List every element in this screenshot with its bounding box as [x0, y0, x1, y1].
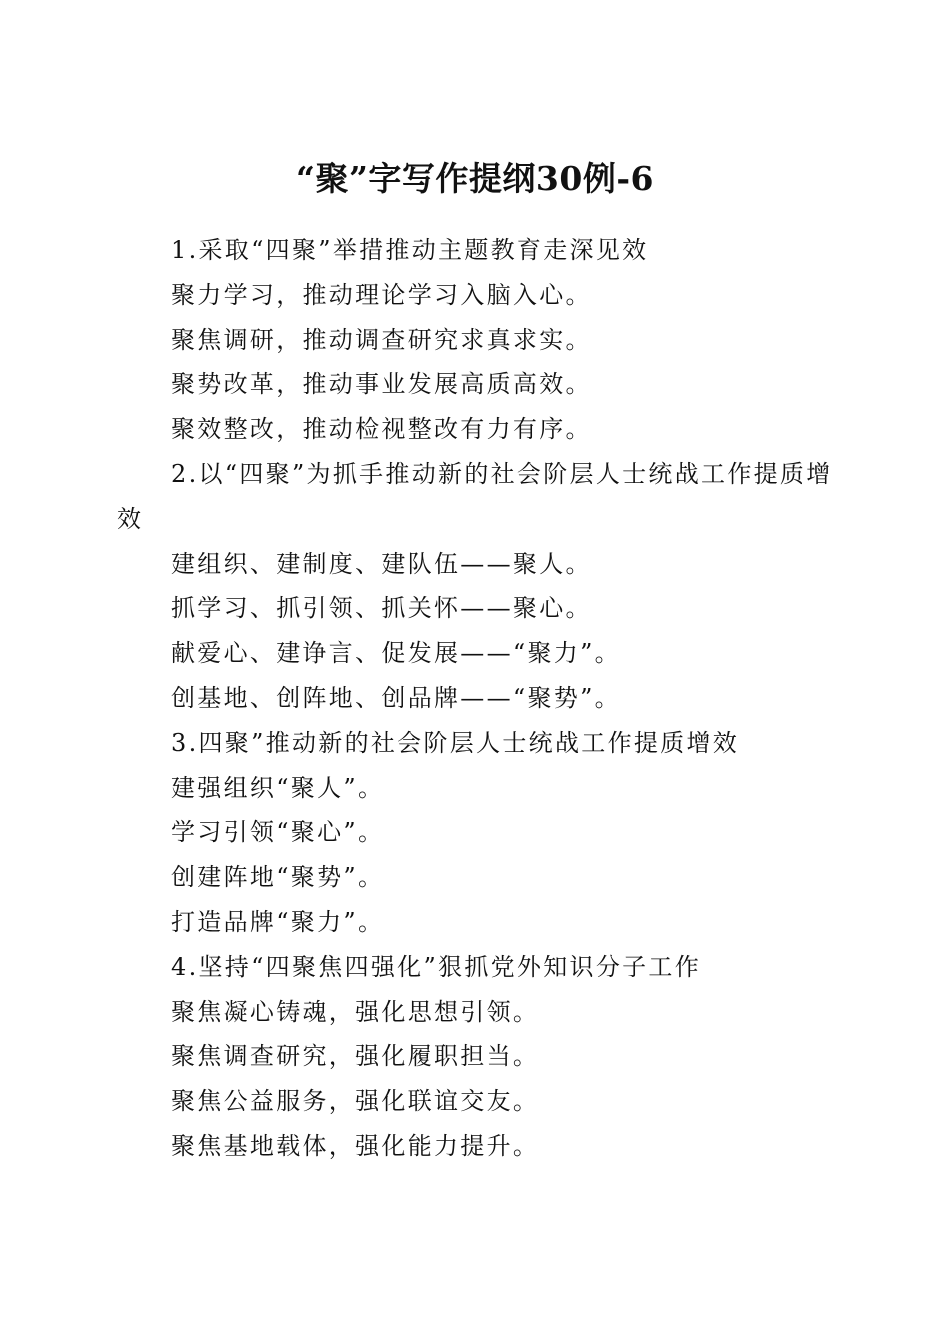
section-heading-4: 4.坚持“四聚焦四强化”狠抓党外知识分子工作: [171, 952, 702, 981]
outline-item: 献爱心、建诤言、促发展——“聚力”。: [171, 639, 621, 668]
outline-item: 聚焦调查研究，强化履职担当。: [171, 1042, 540, 1071]
section-heading-3: 3.四聚”推动新的社会阶层人士统战工作提质增效: [171, 728, 740, 757]
outline-item: 抓学习、抓引领、抓关怀——聚心。: [171, 594, 592, 623]
document-body: [117, 228, 837, 1169]
outline-item: 建强组织“聚人”。: [171, 773, 385, 802]
outline-item: 打造品牌“聚力”。: [171, 907, 385, 936]
outline-item: 聚焦调研，推动调查研究求真求实。: [171, 325, 592, 354]
outline-item: 聚势改革，推动事业发展高质高效。: [171, 370, 592, 399]
outline-item: 学习引领“聚心”。: [171, 818, 385, 847]
section-heading-2: 2.以“四聚”为抓手推动新的社会阶层人士统战工作提质增效: [117, 459, 833, 533]
outline-item: 聚效整改，推动检视整改有力有序。: [171, 415, 592, 444]
outline-item: 聚焦公益服务，强化联谊交友。: [171, 1087, 540, 1116]
outline-item: 创建阵地“聚势”。: [171, 863, 385, 892]
outline-item: 建组织、建制度、建队伍——聚人。: [171, 549, 592, 578]
document-title: “聚”字写作提纲30例-6: [295, 159, 655, 199]
outline-item: 聚焦凝心铸魂，强化思想引领。: [171, 997, 540, 1026]
outline-item: 聚焦基地载体，强化能力提升。: [171, 1131, 540, 1160]
section-heading-1: 1.采取“四聚”举措推动主题教育走深见效: [171, 236, 649, 264]
outline-item: 创基地、创阵地、创品牌——“聚势”。: [171, 683, 621, 712]
outline-item: 聚力学习，推动理论学习入脑入心。: [171, 280, 592, 309]
